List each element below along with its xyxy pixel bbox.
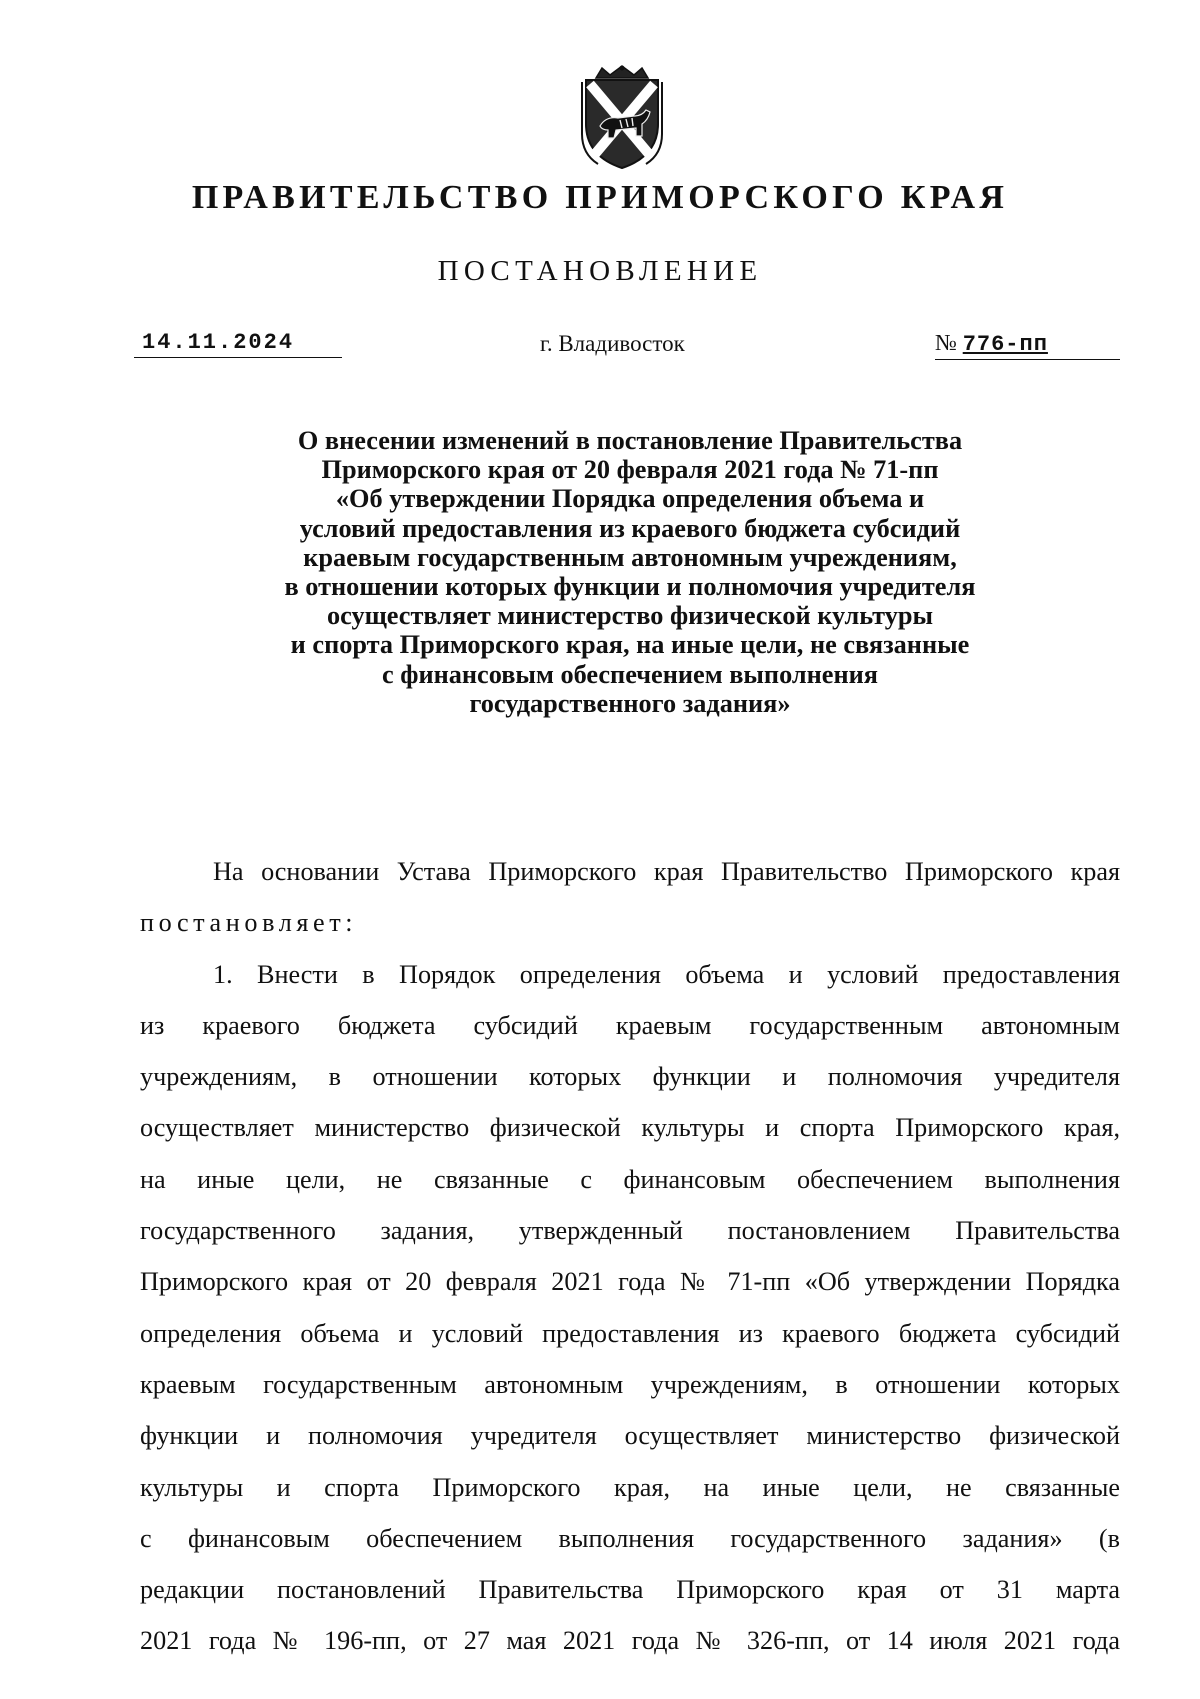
title-line: государственного задания» (469, 688, 791, 718)
item1-line: учреждениям, в отношении которых функции и полномочия учредителя (140, 1062, 1120, 1092)
item1-line: 1. Внести в Порядок определения объема и условий предоставления (213, 959, 1120, 989)
item1-line: осуществляет министерство физической культуры и спорта Приморского края, (140, 1113, 1120, 1143)
document-title (140, 426, 1120, 718)
title-line: условий предоставления из краевого бюджета субсидий (299, 513, 961, 543)
title-line: и спорта Приморского края, на иные цели, не связанные (290, 630, 970, 660)
preamble-resolves: постановляет: (140, 908, 358, 938)
document-city: г. Владивосток (540, 331, 685, 356)
document-number (935, 329, 1120, 360)
title-line: в отношении которых функции и полномочия учредителя (284, 572, 976, 602)
document-body (140, 846, 1120, 1667)
item1-line: культуры и спорта Приморского края, на иные цели, не связанные (140, 1472, 1120, 1502)
item1-line: из краевого бюджета субсидий краевым государственным автономным (140, 1010, 1120, 1040)
item1-line: Приморского края от 20 февраля 2021 года № 71-пп «Об утверждении Порядка (140, 1267, 1120, 1297)
number-value: 776-пп (962, 332, 1048, 357)
document-type: ПОСТАНОВЛЕНИЕ (437, 255, 763, 287)
number-prefix: № (935, 330, 957, 355)
title-line: О внесении изменений в постановление Правительства (297, 426, 963, 455)
title-line: с финансовым обеспечением выполнения (382, 659, 878, 689)
coat-of-arms-icon (576, 64, 668, 170)
document-date: 14.11.2024 (134, 329, 342, 358)
title-line: Приморского края от 20 февраля 2021 года № 71-пп (321, 455, 939, 485)
item1-line: с финансовым обеспечением выполнения государственного задания» (в (140, 1523, 1120, 1553)
government-heading: ПРАВИТЕЛЬСТВО ПРИМОРСКОГО КРАЯ (191, 179, 1009, 216)
title-line: «Об утверждении Порядка определения объема и (335, 484, 925, 514)
title-line: краевым государственным автономным учреждениям, (303, 542, 957, 572)
item1-line: на иные цели, не связанные с финансовым обеспечением выполнения (140, 1164, 1120, 1194)
item1-line: функции и полномочия учредителя осуществляет министерство физической (140, 1421, 1120, 1451)
item1-line: 2021 года № 196-пп, от 27 мая 2021 года № 326-пп, от 14 июля 2021 года (140, 1626, 1120, 1656)
preamble-line: На основании Устава Приморского края Правительство Приморского края (213, 857, 1120, 886)
title-line: осуществляет министерство физической культуры (326, 601, 934, 631)
item1-line: государственного задания, утвержденный постановлением Правительства (140, 1216, 1120, 1246)
item1-line: определения объема и условий предоставления из краевого бюджета субсидий (140, 1318, 1120, 1348)
item1-line: краевым государственным автономным учреждениям, в отношении которых (140, 1369, 1120, 1399)
item1-line: редакции постановлений Правительства Приморского края от 31 марта (140, 1575, 1120, 1605)
